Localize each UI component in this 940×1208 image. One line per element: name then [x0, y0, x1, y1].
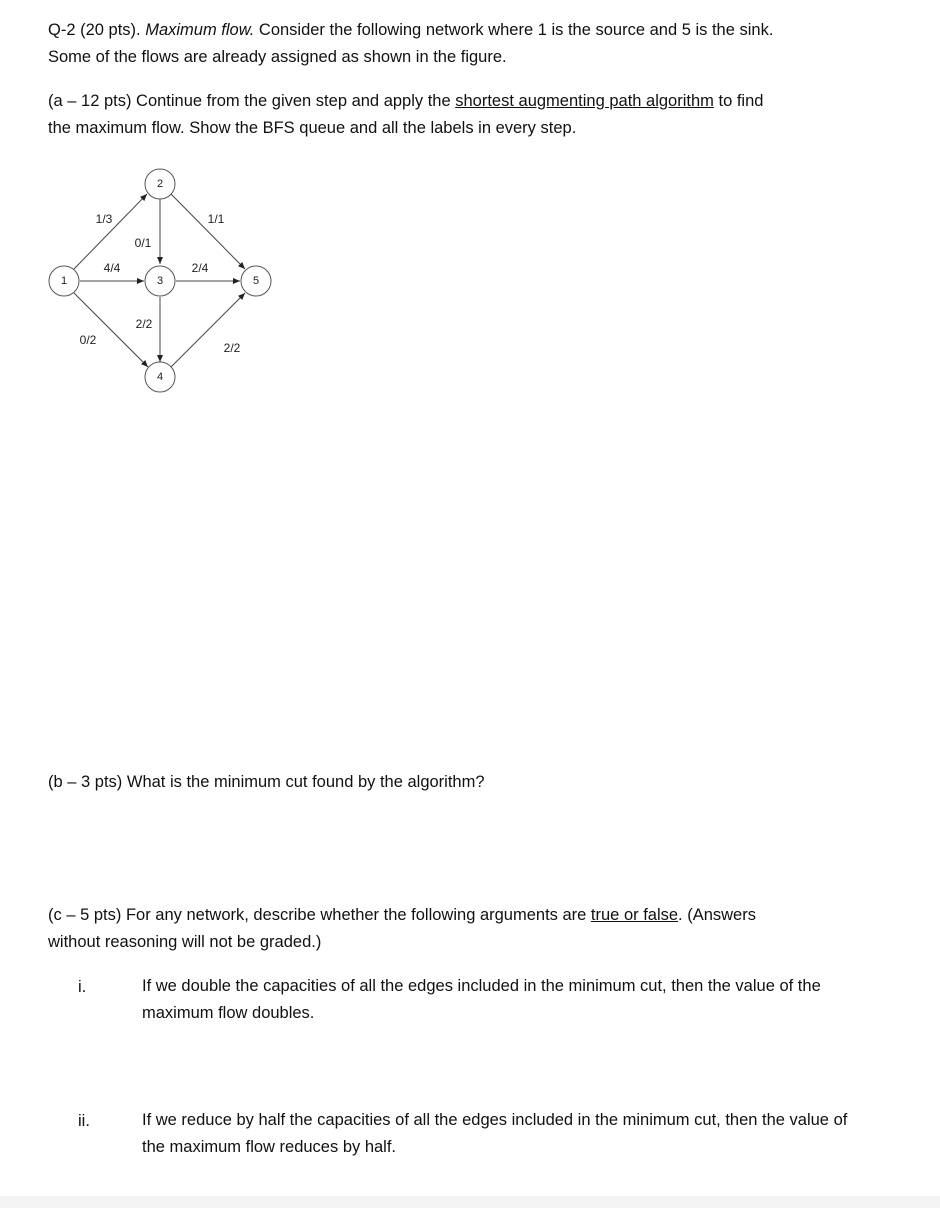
node-5-label: 5	[252, 275, 260, 287]
part-b-question: (b – 3 pts) What is the minimum cut found by the algorithm?	[48, 773, 485, 791]
part-c-pre: (c – 5 pts) For any network, describe whether the following arguments are	[48, 906, 591, 924]
edge-1-2	[74, 194, 147, 269]
node-1-label: 1	[60, 275, 68, 287]
item-ii-text: If we reduce by half the capacities of all the edges included in the minimum cut, then the value of the maximum flow reduces by half.	[142, 1111, 848, 1156]
edge-3-4-label: 2/2	[135, 317, 153, 331]
part-c-underlined: true or false	[590, 906, 679, 924]
edge-3-5-label: 2/4	[191, 261, 209, 275]
edge-4-5-label: 2/2	[223, 341, 241, 355]
item-i-number: i.	[78, 978, 87, 996]
part-a-pre: (a – 12 pts) Continue from the given step and apply the	[48, 92, 456, 110]
node-2-label: 2	[156, 178, 164, 190]
node-3-label: 3	[156, 275, 164, 287]
edge-2-3-label: 0/1	[134, 236, 152, 250]
edge-1-4-label: 0/2	[79, 333, 97, 347]
question-line1: Consider the following network where 1 is the source and 5 is the sink.	[254, 21, 774, 39]
question-title: Maximum flow.	[145, 21, 255, 39]
item-i-text: If we double the capacities of all the edges included in the minimum cut, then the value of the maximum flow doubles.	[142, 977, 821, 1022]
page-bottom-edge	[0, 1196, 940, 1208]
item-ii-number: ii.	[78, 1112, 90, 1130]
node-4-label: 4	[156, 371, 164, 383]
edge-2-5-label: 1/1	[207, 212, 225, 226]
part-a-text	[48, 88, 878, 142]
part-a-underlined: shortest augmenting path algorithm	[455, 92, 714, 110]
part-c-post: . (Answers	[678, 906, 756, 924]
question-line2: Some of the flows are already assigned as shown in the figure.	[48, 48, 507, 66]
edge-1-2-label: 1/3	[95, 212, 113, 226]
part-c-line2: without reasoning will not be graded.)	[48, 933, 322, 951]
part-b-text	[48, 769, 878, 796]
question-prefix: Q-2 (20 pts).	[48, 21, 146, 39]
edge-1-3-label: 4/4	[103, 261, 121, 275]
part-a-line2: the maximum flow. Show the BFS queue and all the labels in every step.	[48, 119, 577, 137]
question-statement	[48, 17, 878, 71]
part-a-post: to find	[713, 92, 764, 110]
edge-2-5	[171, 194, 245, 269]
edge-4-5	[171, 293, 245, 367]
flow-network-diagram	[40, 160, 290, 400]
part-c-text	[48, 902, 878, 956]
